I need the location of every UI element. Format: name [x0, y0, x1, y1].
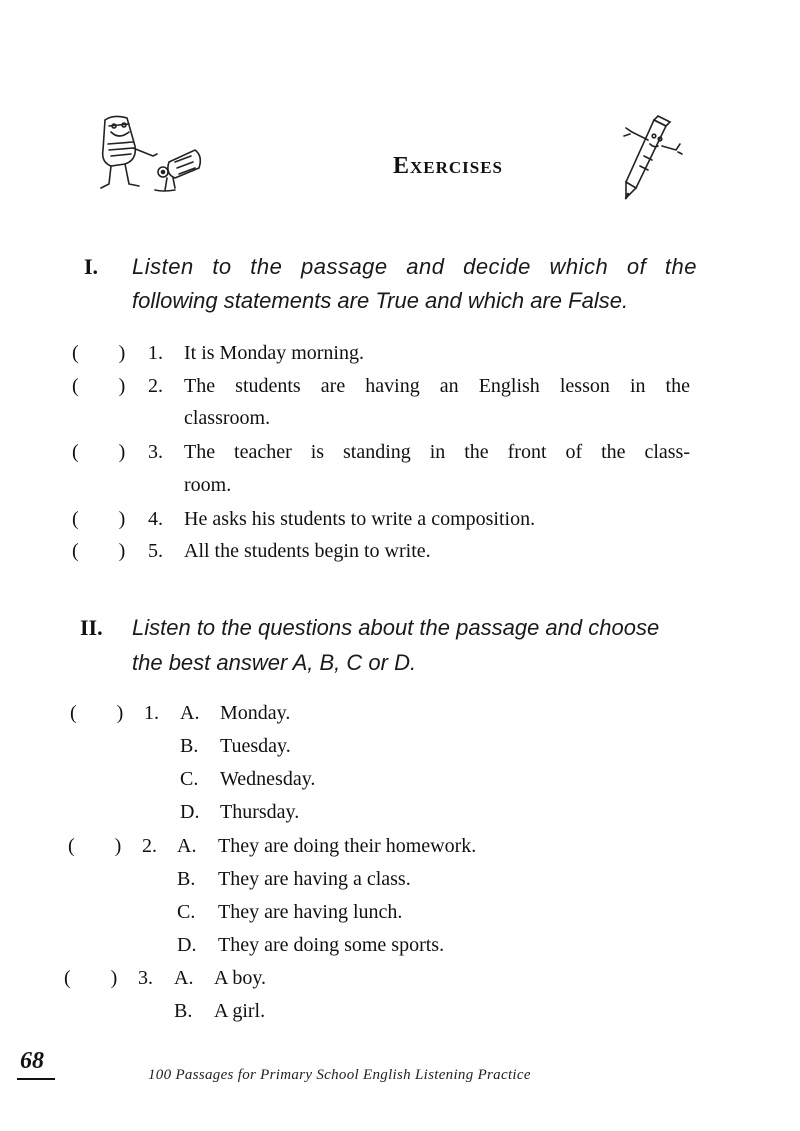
- option-letter: A.: [180, 702, 200, 724]
- statement-text: It is Monday morning.: [184, 342, 364, 364]
- section-1-number: I.: [84, 254, 99, 279]
- section-2-instruction-line-2: the best answer A, B, C or D.: [132, 650, 417, 675]
- option-letter: B.: [180, 735, 199, 757]
- statement-text: The students are having an English lesson in the: [184, 375, 690, 397]
- option-text: They are having lunch.: [218, 901, 403, 923]
- option-text: Wednesday.: [220, 768, 316, 790]
- page-title: Exercises: [392, 153, 504, 179]
- statement-text-continued: room.: [184, 474, 232, 496]
- answer-blank[interactable]: ( ): [64, 967, 118, 989]
- option-letter: C.: [177, 901, 196, 923]
- item-number: 4.: [148, 508, 163, 530]
- answer-blank[interactable]: ( ): [72, 540, 126, 562]
- question-number: 3.: [138, 967, 153, 989]
- option-text: They are having a class.: [218, 868, 411, 890]
- footer-rule: [17, 1078, 55, 1080]
- section-1-instruction-line-2: following statements are True and which are False.: [132, 288, 629, 313]
- section-2-number: II.: [80, 615, 103, 640]
- option-text: Thursday.: [220, 801, 300, 823]
- statement-text: The teacher is standing in the front of the class-: [184, 441, 690, 463]
- question-number: 1.: [144, 702, 159, 724]
- option-letter: B.: [174, 1000, 193, 1022]
- option-letter: B.: [177, 868, 196, 890]
- section-1-instruction-line-1: Listen to the passage and decide which of the: [132, 254, 697, 279]
- answer-blank[interactable]: ( ): [70, 702, 124, 724]
- option-letter: C.: [180, 768, 199, 790]
- option-letter: D.: [177, 934, 197, 956]
- option-text: A girl.: [214, 1000, 266, 1022]
- option-text: A boy.: [214, 967, 267, 989]
- statement-text: He asks his students to write a composition.: [184, 508, 536, 530]
- option-letter: D.: [180, 801, 200, 823]
- statement-text: All the students begin to write.: [184, 540, 431, 562]
- page-number: 68: [20, 1048, 44, 1074]
- option-letter: A.: [174, 967, 194, 989]
- option-text: Tuesday.: [220, 735, 291, 757]
- option-text: They are doing some sports.: [218, 934, 445, 956]
- pencil-character-illustration: [614, 110, 684, 202]
- question-number: 2.: [142, 835, 157, 857]
- running-footer-title: 100 Passages for Primary School English Listening Practice: [148, 1067, 531, 1083]
- option-letter: A.: [177, 835, 197, 857]
- option-text: Monday.: [220, 702, 291, 724]
- answer-blank[interactable]: ( ): [68, 835, 122, 857]
- item-number: 1.: [148, 342, 163, 364]
- option-text: They are doing their homework.: [218, 835, 477, 857]
- item-number: 2.: [148, 375, 163, 397]
- section-2-instruction-line-1: Listen to the questions about the passage and choose: [132, 615, 660, 640]
- answer-blank[interactable]: ( ): [72, 508, 126, 530]
- answer-blank[interactable]: ( ): [72, 375, 126, 397]
- item-number: 5.: [148, 540, 163, 562]
- answer-blank[interactable]: ( ): [72, 441, 126, 463]
- item-number: 3.: [148, 441, 163, 463]
- answer-blank[interactable]: ( ): [72, 342, 126, 364]
- statement-text-continued: classroom.: [184, 407, 271, 429]
